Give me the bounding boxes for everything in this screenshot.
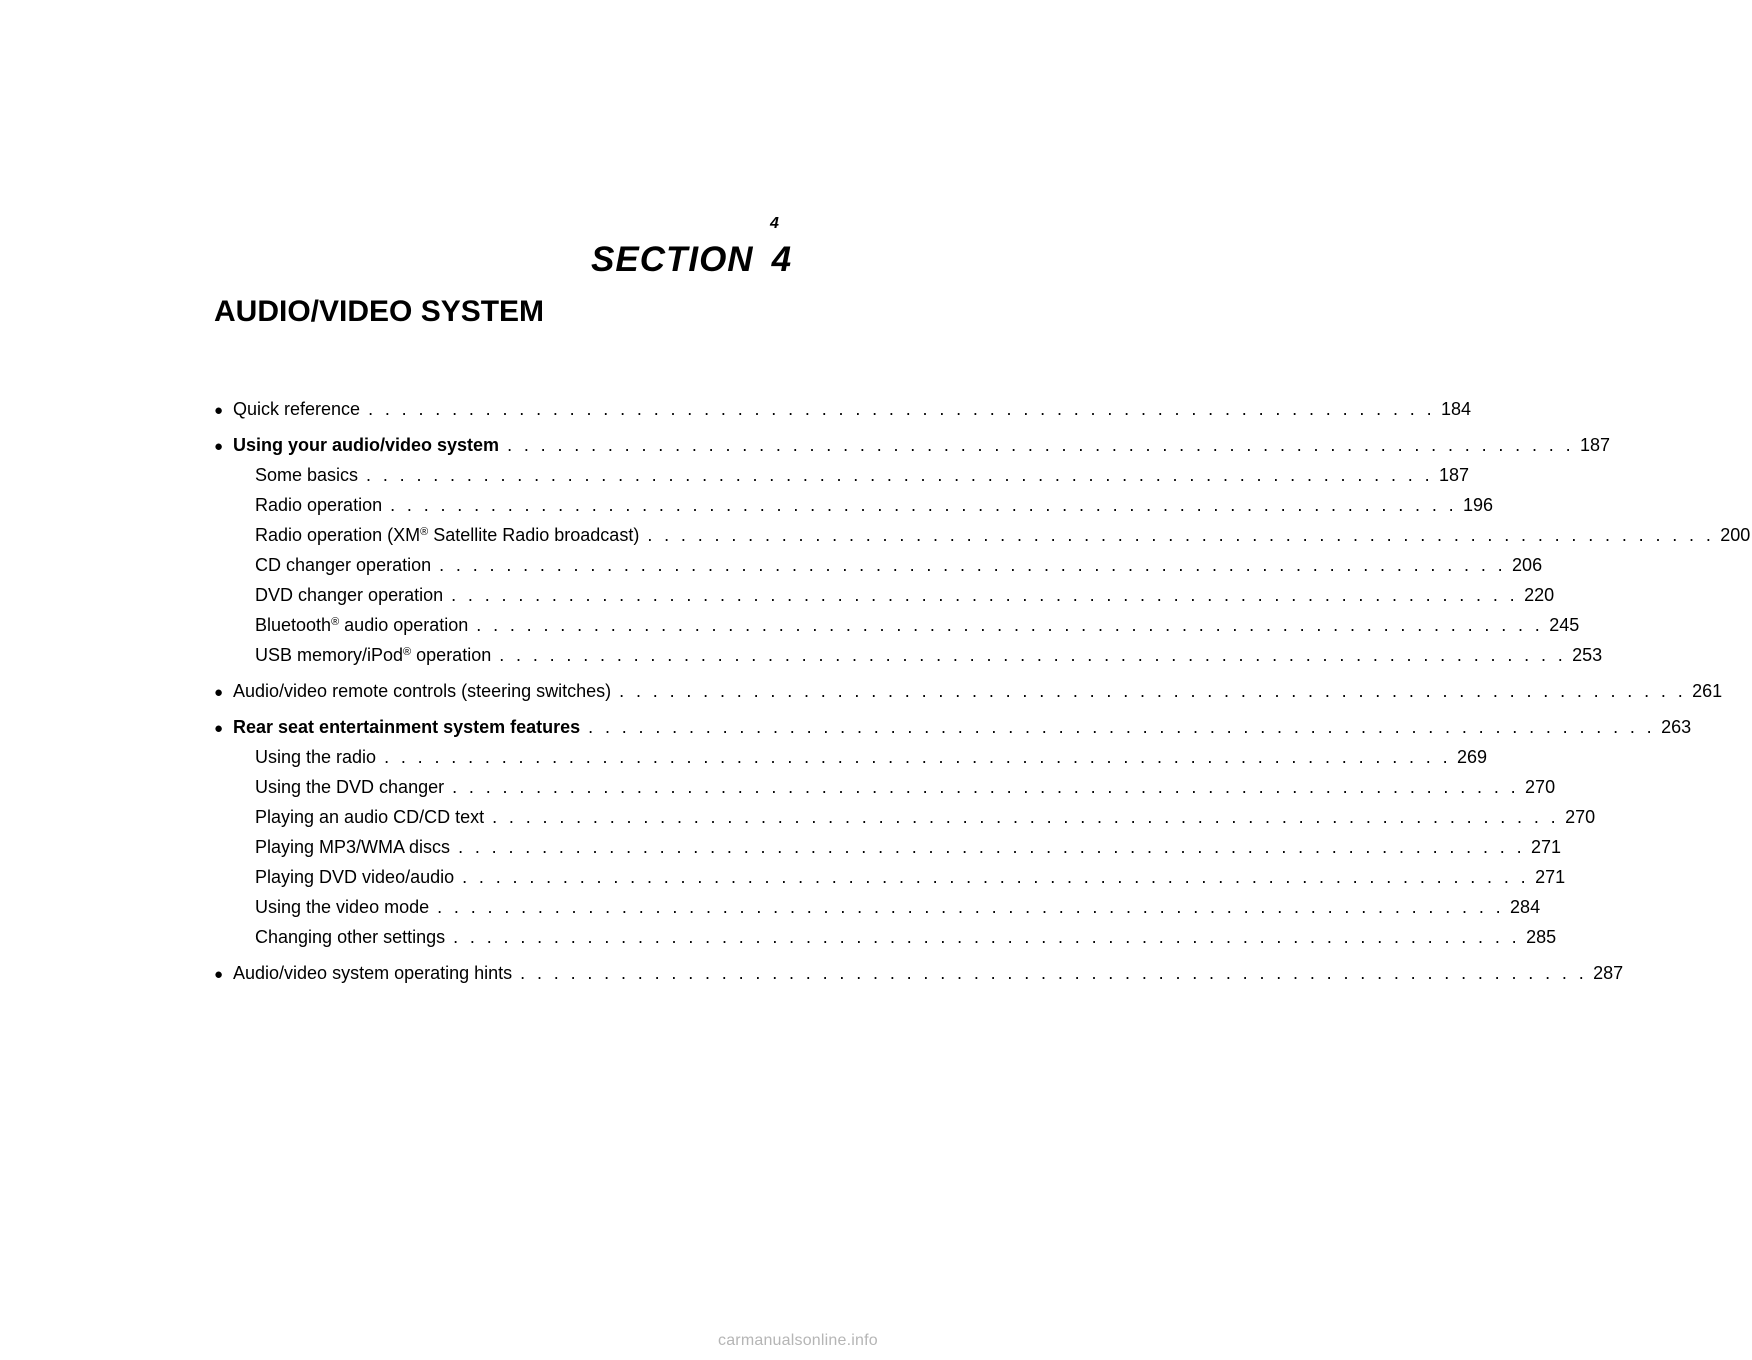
toc-page-number: 263 [1661,717,1692,737]
section-tab-number: 4 [770,215,779,232]
toc-entry[interactable] [214,862,1566,892]
dot-leader: . . . . . . . . . . . . . . . . . . . . . . . . . . . . . . . . . . . . . . . . . . . . . . . . . . . . . . . . . . . . . . . . [462,867,1530,887]
toc-page-number: 269 [1457,747,1488,767]
registered-mark: ® [420,526,429,538]
toc-entry-label [233,676,611,706]
toc-entry-label [233,394,360,424]
registered-mark: ® [331,616,340,628]
toc-page-number: 245 [1549,615,1580,635]
toc-entry[interactable] [214,802,1596,832]
toc-page-number: 270 [1525,777,1556,797]
dot-leader: . . . . . . . . . . . . . . . . . . . . . . . . . . . . . . . . . . . . . . . . . . . . . . . . . . . . . . . . . . . . . . . . [647,525,1715,545]
toc-page-number: 271 [1531,837,1562,857]
toc-page-number: 285 [1526,927,1557,947]
toc-entry-label-text: CD changer operation [255,555,432,575]
toc-entry-label-text: Using your audio/video system [233,435,500,455]
toc-entry-label-text: Using the radio [255,747,377,767]
toc-page-number: 271 [1535,867,1566,887]
toc-entry[interactable] [214,430,1611,460]
dot-leader: . . . . . . . . . . . . . . . . . . . . . . . . . . . . . . . . . . . . . . . . . . . . . . . . . . . . . . . . . . . . . . . . [366,465,1433,485]
toc-entry[interactable] [214,580,1555,610]
dot-leader: . . . . . . . . . . . . . . . . . . . . . . . . . . . . . . . . . . . . . . . . . . . . . . . . . . . . . . . . . . . . . . . . [437,897,1505,917]
bullet-icon: ● [214,438,224,455]
section-heading [591,240,792,280]
toc-entry[interactable] [214,520,1751,550]
toc-entry-label-suffix: operation [411,645,492,665]
toc-page-number: 200 [1720,525,1751,545]
toc-entry-label-text: Playing DVD video/audio [255,867,455,887]
toc-entry[interactable] [214,772,1556,802]
toc-entry[interactable] [214,742,1488,772]
toc-entry-label [233,430,499,460]
toc-entry-label [255,742,376,772]
toc-entry[interactable] [214,712,1692,742]
toc-page-number: 287 [1593,963,1624,983]
toc-entry-label [255,922,445,952]
toc-entry-label [255,460,358,490]
toc-page-number: 261 [1692,681,1723,701]
toc-entry[interactable] [214,460,1470,490]
toc-page-number: 184 [1441,399,1472,419]
toc-page-number: 187 [1438,465,1470,485]
registered-mark: ® [403,646,412,658]
toc-page-number: 284 [1510,897,1541,917]
dot-leader: . . . . . . . . . . . . . . . . . . . . . . . . . . . . . . . . . . . . . . . . . . . . . . . . . . . . . . . . . . . . . . . . [384,747,1452,767]
dot-leader: . . . . . . . . . . . . . . . . . . . . . . . . . . . . . . . . . . . . . . . . . . . . . . . . . . . . . . . . . . . . . . . . [458,837,1525,857]
dot-leader: . . . . . . . . . . . . . . . . . . . . . . . . . . . . . . . . . . . . . . . . . . . . . . . . . . . . . . . . . . . . . . . . [390,495,1458,515]
dot-leader: . . . . . . . . . . . . . . . . . . . . . . . . . . . . . . . . . . . . . . . . . . . . . . . . . . . . . . . . . . . . . . . . [619,681,1687,701]
toc-entry-label-text: Playing an audio CD/CD text [255,807,485,827]
toc-entry-label [255,772,444,802]
toc-page-number: 270 [1565,807,1596,827]
toc-entry-label-suffix: Satellite Radio broadcast) [428,525,640,545]
toc-entry-label [255,862,454,892]
dot-leader: . . . . . . . . . . . . . . . . . . . . . . . . . . . . . . . . . . . . . . . . . . . . . . . . . . . . . . . . . . . . . . . . [520,963,1588,983]
dot-leader: . . . . . . . . . . . . . . . . . . . . . . . . . . . . . . . . . . . . . . . . . . . . . . . . . . . . . . . . . . . . . . . . [499,645,1567,665]
toc-entry-label-text: Playing MP3/WMA discs [255,837,451,857]
toc-entry-label [255,892,429,922]
section-number: 4 [771,240,793,279]
toc-entry[interactable] [214,676,1723,706]
toc-entry-label-text: Rear seat entertainment system features [233,717,581,737]
page-title: AUDIO/VIDEO SYSTEM [214,295,545,328]
toc-page-number: 253 [1572,645,1603,665]
toc-entry-label-text: Radio operation [255,495,383,515]
toc-page-number: 196 [1463,495,1494,515]
toc-entry[interactable] [214,640,1603,670]
dot-leader: . . . . . . . . . . . . . . . . . . . . . . . . . . . . . . . . . . . . . . . . . . . . . . . . . . . . . . . . . . . . . . . . [492,807,1560,827]
toc-entry[interactable] [214,394,1472,424]
toc-entry-label [255,550,431,580]
toc-entry[interactable] [214,490,1494,520]
bullet-icon: ● [214,402,224,419]
dot-leader: . . . . . . . . . . . . . . . . . . . . . . . . . . . . . . . . . . . . . . . . . . . . . . . . . . . . . . . . . . . . . . . . [368,399,1435,419]
toc-entry[interactable] [214,610,1580,640]
toc-entry-label [233,958,512,988]
toc-entry-label [255,832,450,862]
toc-entry[interactable] [214,832,1562,862]
table-of-contents [214,394,1751,988]
bullet-icon: ● [214,720,224,737]
toc-page-number: 187 [1580,435,1611,455]
toc-entry-label-text: Radio operation (XM [255,525,421,545]
toc-entry[interactable] [214,922,1557,952]
dot-leader: . . . . . . . . . . . . . . . . . . . . . . . . . . . . . . . . . . . . . . . . . . . . . . . . . . . . . . . . . . . . . . . . [507,435,1574,455]
dot-leader: . . . . . . . . . . . . . . . . . . . . . . . . . . . . . . . . . . . . . . . . . . . . . . . . . . . . . . . . . . . . . . . . [452,777,1520,797]
toc-entry-label-suffix: audio operation [339,615,469,635]
toc-entry-label [255,802,484,832]
toc-entry-label [233,712,580,742]
dot-leader: . . . . . . . . . . . . . . . . . . . . . . . . . . . . . . . . . . . . . . . . . . . . . . . . . . . . . . . . . . . . . . . . [588,717,1656,737]
toc-entry-label-text: Audio/video remote controls (steering switches) [233,681,612,701]
bullet-icon: ● [214,966,224,983]
toc-entry-label-text: Audio/video system operating hints [233,963,513,983]
toc-entry-label-text: Using the DVD changer [255,777,445,797]
toc-entry[interactable] [214,550,1543,580]
dot-leader: . . . . . . . . . . . . . . . . . . . . . . . . . . . . . . . . . . . . . . . . . . . . . . . . . . . . . . . . . . . . . . . . [451,585,1519,605]
dot-leader: . . . . . . . . . . . . . . . . . . . . . . . . . . . . . . . . . . . . . . . . . . . . . . . . . . . . . . . . . . . . . . . . [476,615,1544,635]
toc-entry-label-text: USB memory/iPod [255,645,404,665]
toc-page-number: 220 [1524,585,1555,605]
toc-entry-label-text: Quick reference [233,399,361,419]
toc-entry-label [255,640,491,670]
watermark: carmanualsonline.info [718,1332,878,1349]
toc-entry-label-text: Bluetooth [255,615,332,635]
toc-entry[interactable] [214,892,1541,922]
toc-entry-label-text: Some basics [255,465,359,485]
section-word: SECTION [591,240,754,279]
toc-entry[interactable] [214,958,1624,988]
toc-page-number: 206 [1512,555,1543,575]
toc-entry-label-text: Using the video mode [255,897,430,917]
bullet-icon: ● [214,684,224,701]
toc-entry-label [255,490,382,520]
toc-entry-label [255,610,468,640]
toc-entry-label [255,520,639,550]
dot-leader: . . . . . . . . . . . . . . . . . . . . . . . . . . . . . . . . . . . . . . . . . . . . . . . . . . . . . . . . . . . . . . . . [439,555,1507,575]
toc-entry-label-text: Changing other settings [255,927,446,947]
toc-entry-label-text: DVD changer operation [255,585,444,605]
dot-leader: . . . . . . . . . . . . . . . . . . . . . . . . . . . . . . . . . . . . . . . . . . . . . . . . . . . . . . . . . . . . . . . . [453,927,1521,947]
toc-entry-label [255,580,443,610]
